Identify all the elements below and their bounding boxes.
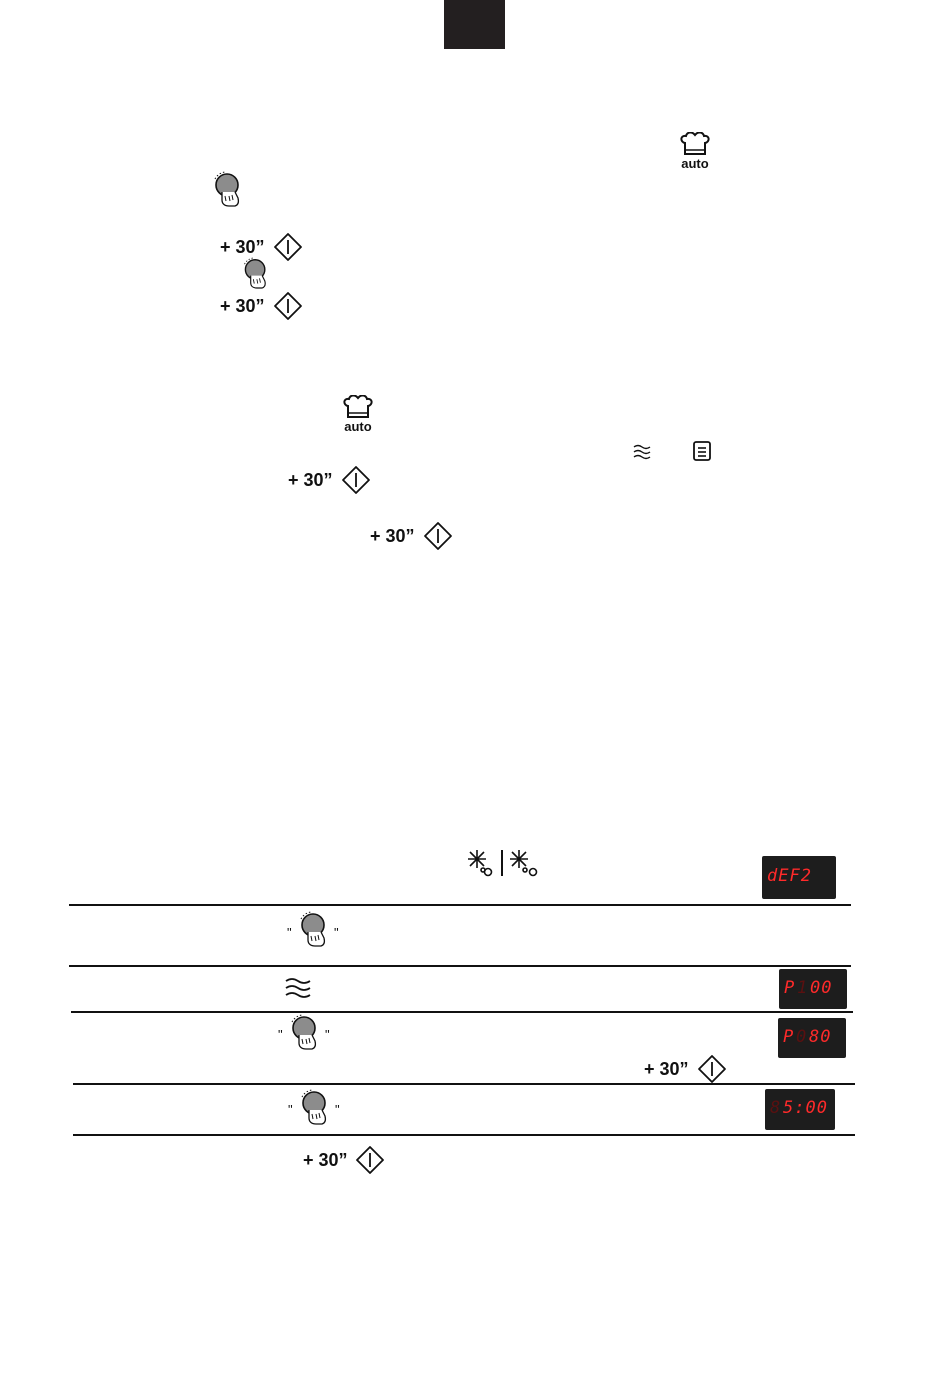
table-divider	[71, 1011, 853, 1013]
plus30-label: + 30”	[303, 1150, 348, 1170]
knob-icon	[298, 1088, 332, 1126]
lcd-text-00: 00	[810, 978, 833, 998]
table-divider	[73, 1083, 855, 1085]
start-diamond-icon	[423, 521, 453, 551]
knob-icon	[288, 1013, 322, 1051]
start-diamond-icon	[341, 465, 371, 495]
table-divider	[73, 1134, 855, 1136]
defrost-time-icon	[510, 850, 537, 876]
lcd-display-p080	[778, 1018, 846, 1058]
lcd-text-1: 1	[797, 978, 809, 998]
auto-label: auto	[681, 156, 709, 171]
knob-icon	[297, 910, 331, 948]
lcd-text-0: 0	[796, 1027, 808, 1047]
knob-icon	[211, 170, 245, 208]
start-diamond-icon	[355, 1145, 385, 1175]
chef-hat-icon	[340, 395, 376, 421]
auto-button-icon	[677, 132, 713, 171]
auto-label: auto	[344, 419, 372, 434]
quote-mark: "	[287, 925, 292, 940]
auto-button-icon	[340, 395, 376, 434]
lcd-text-p: P	[784, 978, 796, 998]
knob-icon	[241, 256, 271, 290]
microwave-icon	[632, 443, 654, 461]
quote-mark: "	[288, 1102, 293, 1117]
quote-mark: "	[278, 1027, 283, 1042]
plus30-label: + 30”	[644, 1059, 689, 1079]
lcd-display-time	[765, 1089, 835, 1130]
defrost-icons	[466, 848, 544, 878]
plus30-label: + 30”	[220, 237, 265, 257]
lcd-text-80: 80	[809, 1027, 832, 1047]
table-divider	[69, 904, 851, 906]
quote-mark: "	[325, 1027, 330, 1042]
lcd-text: dEF2	[767, 866, 812, 886]
chef-hat-icon	[677, 132, 713, 158]
page-tab	[444, 0, 505, 49]
lcd-display-p100	[779, 969, 847, 1009]
plus30-label: + 30”	[220, 296, 265, 316]
quote-mark: "	[334, 925, 339, 940]
defrost-weight-icon	[468, 850, 492, 876]
start-diamond-icon	[697, 1054, 727, 1084]
plus30-label: + 30”	[370, 526, 415, 546]
start-diamond-icon	[273, 291, 303, 321]
table-divider	[69, 965, 851, 967]
menu-list-icon	[692, 440, 712, 462]
microwave-icon	[284, 976, 314, 1000]
lcd-text-500: 5:00	[783, 1098, 828, 1118]
quote-mark: "	[335, 1102, 340, 1117]
lcd-text-8: 8	[770, 1098, 782, 1118]
lcd-text-p: P	[783, 1027, 795, 1047]
plus30-label: + 30”	[288, 470, 333, 490]
lcd-display-def2	[762, 856, 836, 899]
start-diamond-icon	[273, 232, 303, 262]
